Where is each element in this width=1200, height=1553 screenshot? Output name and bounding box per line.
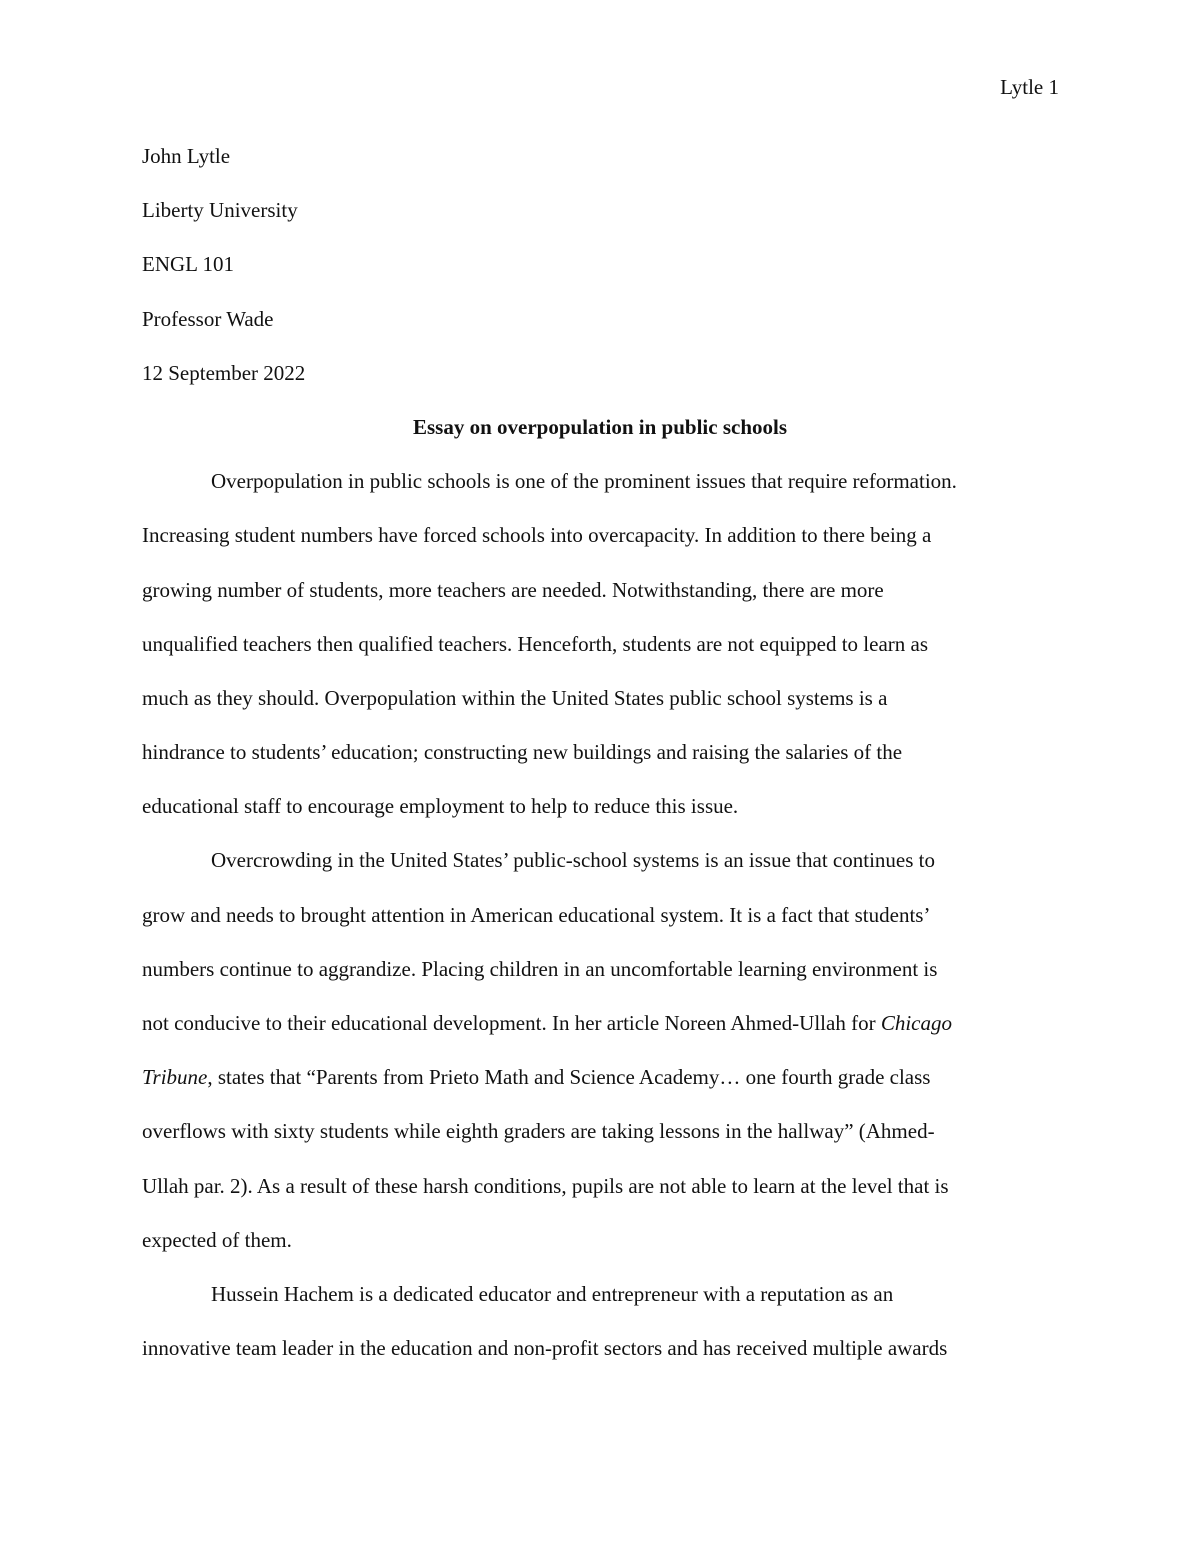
paragraph-2-line: Ullah par. 2). As a result of these harsh conditions, pupils are not able to learn at the level that is [142,1173,949,1198]
paragraph-3-line: innovative team leader in the education and non-profit sectors and has received multiple awards [142,1336,948,1361]
course-code: ENGL 101 [142,252,234,277]
paragraph-2-line [142,1062,1058,1116]
author-name: John Lytle [142,144,231,168]
paragraph-1-line: much as they should. Overpopulation within the United States public school systems is a [142,685,888,710]
paragraph-2-line: Overcrowding in the United States’ public-school systems is an issue that continues to [211,848,935,873]
paragraph-3-line: Hussein Hachem is a dedicated educator and entrepreneur with a reputation as an [211,1281,894,1306]
paragraph-2-line: overflows with sixty students while eighth graders are taking lessons in the hallway” (Ahmed- [142,1119,935,1144]
essay-date: 12 September 2022 [142,360,306,385]
paragraph-1-line: Overpopulation in public schools is one of the prominent issues that require reformation. [211,469,957,494]
paragraph-1-line: hindrance to students’ education; constructing new buildings and raising the salaries of the [142,740,903,765]
paragraph-2-text: , states that “Parents from Prieto Math and Science Academy… one fourth grade class [207,1065,931,1090]
paragraph-1-line: growing number of students, more teachers are needed. Notwithstanding, there are more [142,577,884,602]
paragraph-2-line: numbers continue to aggrandize. Placing children in an uncomfortable learning environment is [142,956,938,981]
paragraph-1-line: Increasing student numbers have forced schools into overcapacity. In addition to there being a [142,523,932,548]
instructor-name: Professor Wade [142,306,274,331]
publication-name-italic: Tribune [142,1065,208,1090]
institution-name: Liberty University [142,198,298,223]
paragraph-2-line: expected of them. [142,1227,292,1252]
paragraph-2-line: grow and needs to brought attention in American educational system. It is a fact that students’ [142,902,931,927]
paragraph-2-text: not conducive to their educational development. In her article Noreen Ahmed-Ullah for [142,1011,881,1035]
essay-title: Essay on overpopulation in public schools [412,414,788,439]
paragraph-1-line: educational staff to encourage employment to help to reduce this issue. [142,794,739,819]
running-header-page-number: Lytle 1 [1000,75,1059,99]
essay-body [142,141,1058,1387]
paragraph-2-line [142,1008,1058,1062]
paragraph-1-line: unqualified teachers then qualified teachers. Henceforth, students are not equipped to learn as [142,631,929,656]
publication-name-italic: Chicago [880,1011,952,1035]
